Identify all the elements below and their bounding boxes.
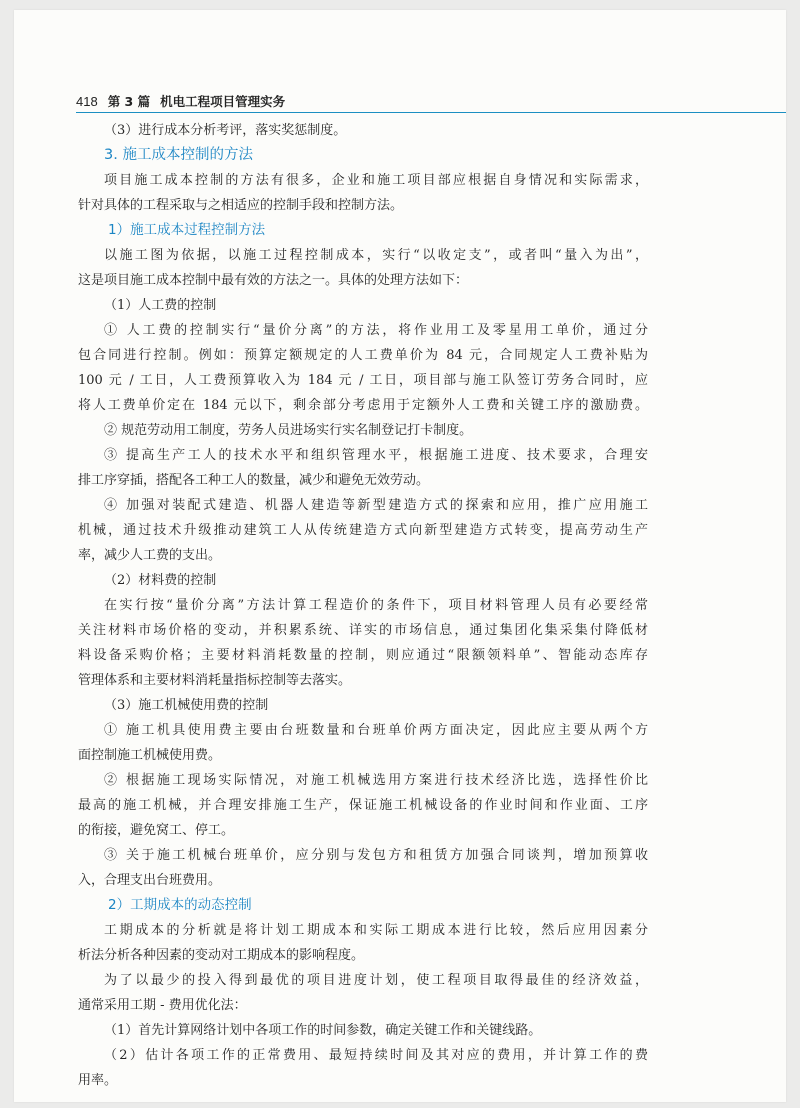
text-line: 包合同进行控制。例如：预算定额规定的人工费单价为 84 元，合同规定人工费补贴为 [78, 348, 648, 363]
text-line: 面控制施工机械使用费。 [78, 748, 222, 763]
text-line: ① 人工费的控制实行“量价分离”的方法，将作业用工及零星用工单价，通过分 [104, 323, 648, 338]
section-heading: 3. 施工成本控制的方法 [104, 147, 253, 163]
text-line: （3）进行成本分析考评，落实奖惩制度。 [104, 123, 347, 138]
page-content [78, 118, 648, 1093]
text-line: 通常采用工期 - 费用优化法： [78, 998, 247, 1013]
text-line: 管理体系和主要材料消耗量指标控制等去落实。 [78, 673, 352, 688]
part-title: 机电工程项目管理实务 [160, 94, 286, 109]
text-line: 最高的施工机械，并合理安排施工生产，保证施工机械设备的作业时间和作业面、工序 [78, 798, 648, 813]
text-line: 将人工费单价定在 184 元以下，剩余部分考虑用于定额外人工费和关键工序的激励费。 [78, 398, 648, 413]
text-line: 这是项目施工成本控制中最有效的方法之一。具体的处理方法如下： [78, 273, 469, 288]
section-heading: 1）施工成本过程控制方法 [108, 222, 266, 238]
text-line: 料设备采购价格；主要材料消耗数量的控制，则应通过“限额领料单”、智能动态库存 [78, 648, 648, 663]
text-line: 入，合理支出台班费用。 [78, 873, 222, 888]
text-line: 机械，通过技术升级推动建筑工人从传统建造方式向新型建造方式转变，提高劳动生产 [78, 523, 648, 538]
text-line: （3）施工机械使用费的控制 [104, 698, 269, 713]
text-line: （2）材料费的控制 [104, 573, 217, 588]
text-line: 率，减少人工费的支出。 [78, 548, 222, 563]
text-line: ② 规范劳动用工制度，劳务人员进场实行实名制登记打卡制度。 [104, 423, 473, 438]
text-line: ③ 提高生产工人的技术水平和组织管理水平，根据施工进度、技术要求，合理安 [104, 448, 648, 463]
text-line: 的衔接，避免窝工、停工。 [78, 823, 235, 838]
text-line: 项目施工成本控制的方法有很多，企业和施工项目部应根据自身情况和实际需求， [104, 173, 648, 188]
text-line: 在实行按“量价分离”方法计算工程造价的条件下，项目材料管理人员有必要经常 [104, 598, 648, 613]
text-line: ① 施工机具使用费主要由台班数量和台班单价两方面决定，因此应主要从两个方 [104, 723, 648, 738]
text-line: 关注材料市场价格的变动，并积累系统、详实的市场信息，通过集团化集采集付降低材 [78, 623, 648, 638]
text-line: ④ 加强对装配式建造、机器人建造等新型建造方式的探索和应用，推广应用施工 [104, 498, 648, 513]
page-number: 418 [76, 93, 98, 109]
text-line: 工期成本的分析就是将计划工期成本和实际工期成本进行比较，然后应用因素分 [104, 923, 648, 938]
text-line: 以施工图为依据，以施工过程控制成本，实行“以收定支”，或者叫“量入为出”， [104, 248, 648, 263]
text-line: ③ 关于施工机械台班单价，应分别与发包方和租赁方加强合同谈判，增加预算收 [104, 848, 648, 863]
running-header [76, 89, 285, 113]
text-line: 用率。 [78, 1073, 118, 1088]
text-line: 100 元 / 工日，人工费预算收入为 184 元 / 工日，项目部与施工队签订劳务合同时，应 [78, 373, 648, 388]
text-line: 排工序穿插，搭配各工种工人的数量，减少和避免无效劳动。 [78, 473, 430, 488]
section-heading: 2）工期成本的动态控制 [108, 897, 252, 913]
text-line: （1）首先计算网络计划中各项工作的时间参数，确定关键工作和关键线路。 [104, 1023, 542, 1038]
text-line: 析法分析各种因素的变动对工期成本的影响程度。 [78, 948, 365, 963]
text-line: 针对具体的工程采取与之相适应的控制手段和控制方法。 [78, 198, 404, 213]
text-line: 为了以最少的投入得到最优的项目进度计划，使工程项目取得最佳的经济效益， [104, 973, 648, 988]
part-label: 第 3 篇 [107, 94, 151, 109]
text-line: （1）人工费的控制 [104, 298, 217, 313]
header-rule [76, 112, 786, 113]
text-line: ② 根据施工现场实际情况，对施工机械选用方案进行技术经济比选，选择性价比 [104, 773, 648, 788]
text-line: （2）估计各项工作的正常费用、最短持续时间及其对应的费用，并计算工作的费 [104, 1048, 648, 1063]
